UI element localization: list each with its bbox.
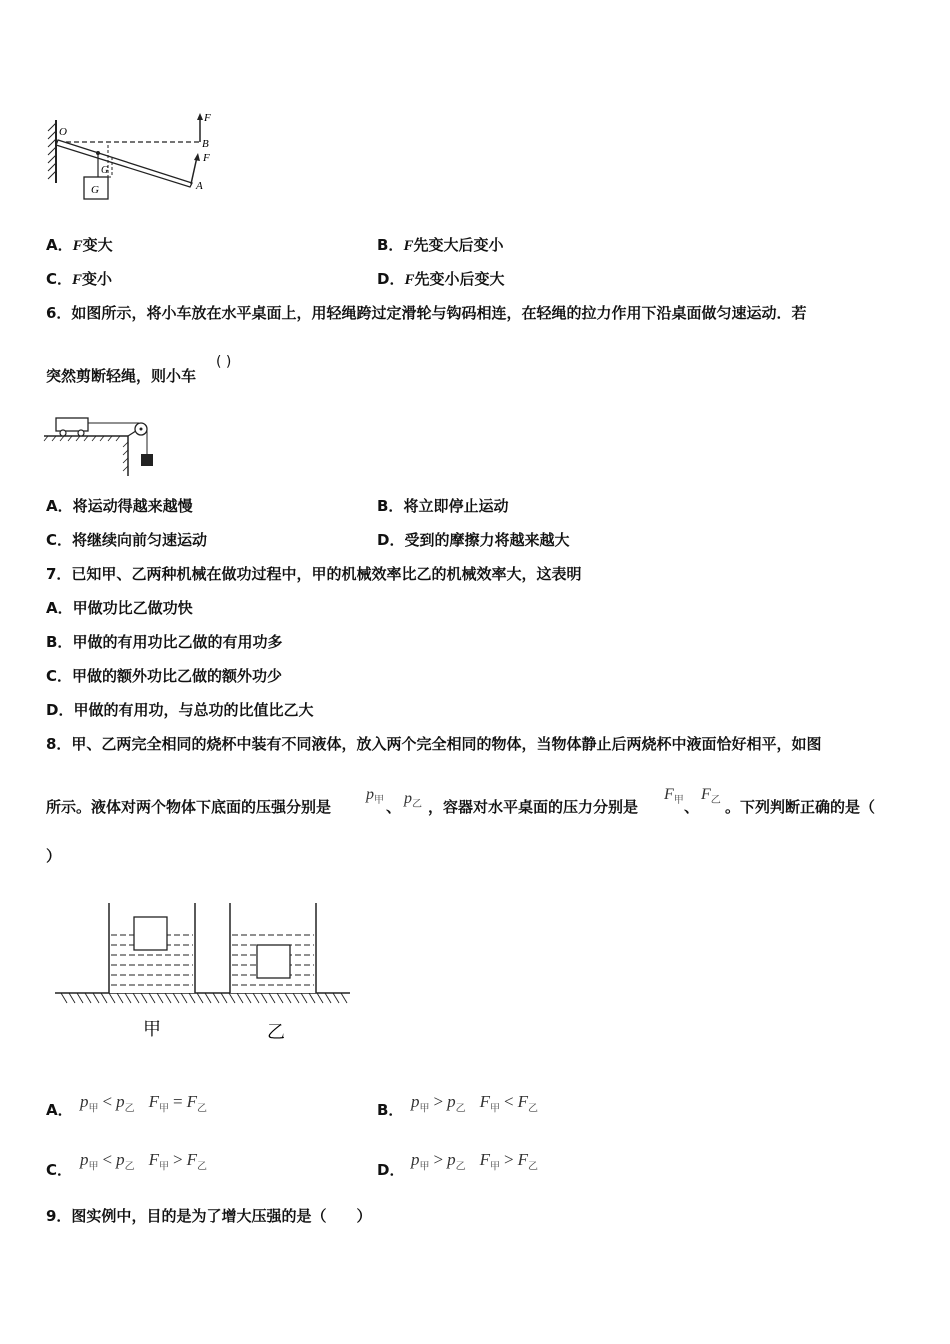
q8-option-d-expr: $p_甲 > p_乙$ $F_甲 > F_乙$ (411, 1150, 538, 1173)
label-G1: G (101, 165, 109, 176)
q6-stem-line2: 突然剪断轻绳，则小车 (46, 367, 197, 385)
q6-option-a[interactable]: A．将运动得越来越慢 (46, 497, 193, 515)
q6-bracket: ( ) (216, 354, 232, 370)
q5-option-b[interactable]: B．F先变大后变小 (377, 236, 504, 254)
label-A: A (196, 180, 203, 192)
beakers-figure (55, 895, 355, 1050)
q7-stem: 7．已知甲、乙两种机械在做功过程中，甲的机械效率比乙的机械效率大，这表明 (46, 565, 582, 583)
q9-stem: 9．图实例中，目的是为了增大压强的是（ ） (46, 1207, 372, 1225)
q7-option-d[interactable]: D．甲做的有用功，与总功的比值比乙大 (46, 701, 314, 719)
label-B: B (202, 138, 209, 150)
q5-option-a[interactable]: A．F变大 (46, 236, 113, 254)
q8-stem-p-yi: $p_乙$ (404, 790, 422, 811)
q8-stem-F-jia: $F_甲$ (664, 786, 684, 807)
q8-stem-line3: ） (46, 847, 62, 865)
q5-option-c[interactable]: C．F变小 (46, 270, 113, 288)
q6-option-c[interactable]: C．将继续向前匀速运动 (46, 531, 208, 549)
q8-option-b-expr: $p_甲 > p_乙$ $F_甲 < F_乙$ (411, 1092, 538, 1115)
q8-stem-line1: 8．甲、乙两完全相同的烧杯中装有不同液体，放入两个完全相同的物体，当物体静止后两烧杯中液面恰好相平，如图 (46, 735, 822, 753)
q8-stem-part2: ，容器对水平桌面的压力分别是 (428, 798, 639, 816)
q7-option-c[interactable]: C．甲做的额外功比乙做的额外功少 (46, 667, 283, 685)
label-O: O (59, 126, 67, 138)
beaker-yi (230, 903, 316, 993)
q7-option-a[interactable]: A．甲做功比乙做功快 (46, 599, 193, 617)
q6-option-b[interactable]: B．将立即停止运动 (377, 497, 509, 515)
beaker-jia (109, 903, 195, 993)
q8-stem-line2: 所示。液体对两个物体下底面的压强分别是 (46, 798, 332, 816)
q6-option-d[interactable]: D．受到的摩擦力将越来越大 (377, 531, 570, 549)
label-F-mid: F (203, 152, 210, 164)
q6-stem-line1: 6．如图所示，将小车放在水平桌面上，用轻绳跨过定滑轮与钩码相连，在轻绳的拉力作用下沿桌面做匀速运动．若 (46, 304, 807, 322)
q8-stem-p-jia: $p_甲$ (366, 786, 384, 807)
cart-pulley-figure (44, 410, 164, 478)
lever-figure (40, 105, 230, 205)
q8-option-d-letter[interactable]: D． (377, 1161, 405, 1179)
label-F-top: F (204, 112, 211, 124)
q8-option-b-letter[interactable]: B． (377, 1101, 404, 1119)
label-yi: 乙 (267, 1022, 285, 1043)
q8-stem-sep2: 、 (684, 798, 700, 816)
q8-option-a-expr: $p_甲 < p_乙$ $F_甲 = F_乙$ (80, 1092, 207, 1115)
q8-stem-F-yi: $F_乙$ (701, 786, 721, 807)
q7-option-b[interactable]: B．甲做的有用功比乙做的有用功多 (46, 633, 283, 651)
q8-option-a-letter[interactable]: A． (46, 1101, 73, 1119)
q8-stem-part3: 。下列判断正确的是（ (725, 798, 876, 816)
q5-option-d[interactable]: D．F先变小后变大 (377, 270, 505, 288)
q8-stem-sep1: 、 (386, 798, 402, 816)
label-jia: 甲 (143, 1019, 161, 1040)
q8-option-c-expr: $p_甲 < p_乙$ $F_甲 > F_乙$ (80, 1150, 207, 1173)
label-G2: G (91, 184, 99, 196)
q8-option-c-letter[interactable]: C． (46, 1161, 73, 1179)
